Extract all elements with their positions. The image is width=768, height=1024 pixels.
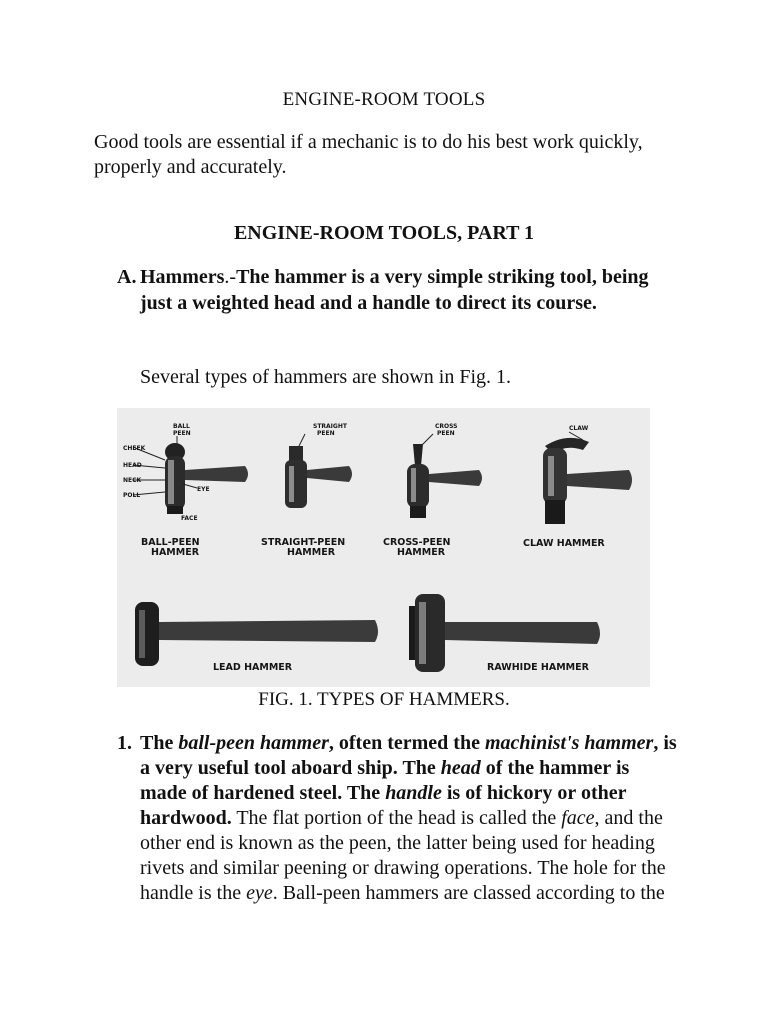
item-1-s13: eye bbox=[246, 882, 273, 904]
section-text: The hammer is a very simple striking tool, being just a weighted head and a handle to direct its course. bbox=[140, 266, 649, 314]
lead-hammer-caption: LEAD HAMMER bbox=[213, 662, 293, 673]
section-heading: Hammers bbox=[140, 266, 225, 288]
item-1-s8: handle bbox=[385, 782, 442, 804]
hammers-illustration bbox=[117, 408, 650, 687]
item-1-s9: is of hickory or other hardwood. bbox=[140, 782, 627, 829]
straight-peen-caption-2: HAMMER bbox=[287, 547, 336, 558]
intro-paragraph: Good tools are essential if a mechanic is to do his best work quickly, properly and accurately. bbox=[94, 131, 643, 178]
page-title: ENGINE-ROOM TOOLS bbox=[282, 89, 486, 110]
eye-label: EYE bbox=[197, 486, 210, 493]
cross-peen-caption-1: CROSS-PEEN bbox=[383, 537, 451, 548]
item-1-body bbox=[117, 731, 677, 906]
claw-hammer-caption: CLAW HAMMER bbox=[523, 538, 605, 549]
item-1-s2: ball-peen hammer bbox=[178, 732, 329, 754]
poll-label: POLL bbox=[123, 492, 141, 499]
figure-caption: FIG. 1. TYPES OF HAMMERS. bbox=[258, 689, 510, 710]
item-1-s6: head bbox=[440, 757, 481, 779]
cross-peen-caption-2: HAMMER bbox=[397, 547, 446, 558]
straight-label: STRAIGHT bbox=[313, 423, 347, 430]
ball-label: BALL bbox=[173, 423, 190, 430]
section-separator: .- bbox=[224, 266, 237, 288]
straight-peen-part-label: PEEN bbox=[317, 430, 335, 437]
head-label: HEAD bbox=[123, 462, 142, 469]
hammers-figure bbox=[117, 408, 650, 687]
neck-label: NECK bbox=[123, 477, 142, 484]
item-1 bbox=[117, 731, 677, 906]
item-1-s10: The flat portion of the head is called the bbox=[231, 807, 562, 829]
cross-label: CROSS bbox=[435, 423, 458, 430]
item-1-marker: 1. bbox=[117, 732, 132, 754]
item-1-s7: of the hammer is made of hardened steel. The bbox=[140, 757, 630, 804]
section-a bbox=[117, 264, 677, 316]
ball-peen-caption-2: HAMMER bbox=[151, 547, 200, 558]
cheek-label: CHEEK bbox=[123, 445, 146, 452]
item-1-s5: , is a very useful tool aboard ship. The bbox=[140, 732, 677, 779]
claw-part-label: CLAW bbox=[569, 425, 589, 432]
item-1-s12: , and the other end is known as the peen, the latter being used for heading rivets and similar peening or drawing operations. The hole for the handle is the bbox=[140, 807, 666, 904]
cross-peen-part-label: PEEN bbox=[437, 430, 455, 437]
rawhide-hammer-caption: RAWHIDE HAMMER bbox=[487, 662, 589, 673]
section-a-body bbox=[117, 264, 677, 316]
face-label: FACE bbox=[181, 515, 198, 522]
item-1-s3: , often termed the bbox=[328, 732, 485, 754]
part-title: ENGINE-ROOM TOOLS, PART 1 bbox=[233, 222, 535, 244]
ball-peen-caption-1: BALL-PEEN bbox=[141, 537, 200, 548]
item-1-s11: face bbox=[561, 807, 595, 829]
straight-peen-caption-1: STRAIGHT-PEEN bbox=[261, 537, 346, 548]
figure-reference: Several types of hammers are shown in Fig. 1. bbox=[140, 366, 512, 388]
item-1-s1: The bbox=[140, 732, 179, 754]
item-1-s14: . Ball-peen hammers are classed according to the bbox=[272, 882, 665, 904]
item-1-s4: machinist's hammer bbox=[484, 732, 654, 754]
peen-label: PEEN bbox=[173, 430, 191, 437]
section-marker: A. bbox=[117, 266, 137, 288]
